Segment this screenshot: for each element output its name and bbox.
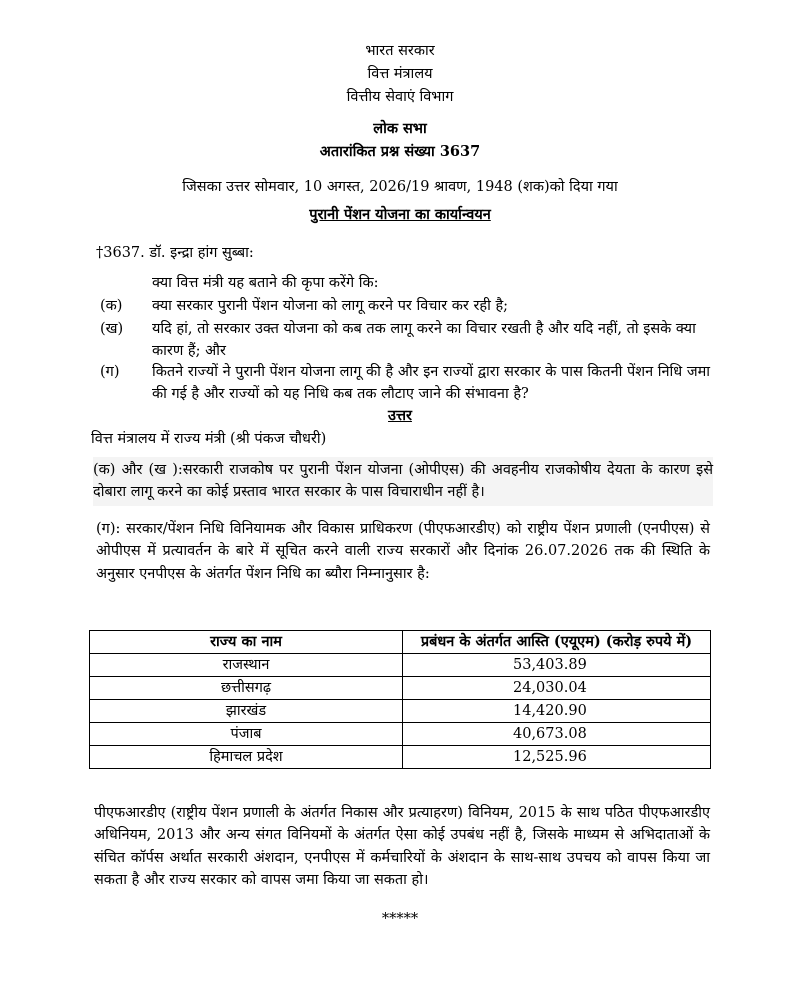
aum-value: 40,673.08: [403, 723, 711, 746]
question-number: अतारांकित प्रश्न संख्या 3637: [319, 143, 481, 160]
house-title: लोक सभा: [373, 120, 427, 137]
table-row: [90, 654, 711, 677]
question-item-text: कितने राज्यों ने पुरानी पेंशन योजना लागू की है और इन राज्यों द्वारा सरकार के पास कितनी पेंशन निधि जमा की गई है और राज्यों को यह निधि कब तक लौटाए जाने की संभावना है?: [152, 364, 711, 403]
question-item: [100, 295, 712, 319]
end-mark: *****: [381, 911, 419, 927]
state-name: हिमाचल प्रदेश: [90, 746, 403, 769]
answer-heading: उत्तर: [388, 407, 412, 424]
question-item-text: यदि हां, तो सरकार उक्त योजना को कब तक लागू करने का विचार रखती है और यदि नहीं, तो इसके क्या कारण हैं; और: [152, 321, 696, 360]
state-name: राजस्थान: [90, 654, 403, 677]
answer-para-c: (ग): सरकार/पेंशन निधि विनियामक और विकास प्राधिकरण (पीएफआरडीए) को राष्ट्रीय पेंशन प्रणाली (एनपीएस) से ओपीएस में प्रत्यावर्तन के बारे में सूचित करने वाली राज्य सरकारों और दिनांक 26.07.2026 तक की स्थिति के अनुसार एनपीएस के अंतर्गत पेंशन निधि का ब्यौरा निम्नानुसार है:: [96, 521, 710, 582]
subject-title: पुरानी पेंशन योजना का कार्यान्वयन: [309, 206, 491, 223]
aum-value: 24,030.04: [403, 677, 711, 700]
ministry-line: वित्त मंत्रालय: [367, 66, 433, 82]
question-asker: †3637. डॉ. इन्द्रा हांग सुब्बा:: [96, 245, 254, 261]
closing-paragraph: पीएफआरडीए (राष्ट्रीय पेंशन प्रणाली के अंतर्गत निकास और प्रत्याहरण) विनियम, 2015 के साथ पठित पीएफआरडीए अधिनियम, 2013 और अन्य संगत विनियमों के अंतर्गत ऐसा कोई उपबंध नहीं है, जिसके माध्यम से अभिदाताओं के संचित कॉर्पस अर्थात सरकारी अंशदान, एनपीएस में कर्मचारियों के अंशदान के साथ-साथ उपचय को वापस किया जा सकता है और राज्य सरकार को वापस जमा किया जा सकता हो।: [94, 805, 710, 889]
answer-date: जिसका उत्तर सोमवार, 10 अगस्त, 2026/19 श्रावण, 1948 (शक)को दिया गया: [182, 179, 618, 195]
question-item-label: (ख): [100, 321, 124, 337]
question-item-label: (क): [100, 298, 123, 314]
question-item-label: (ग): [100, 364, 120, 380]
table-row: [90, 723, 711, 746]
aum-value: 14,420.90: [403, 700, 711, 723]
question-item: [100, 318, 712, 364]
question-intro: क्या वित्त मंत्री यह बताने की कृपा करेंगे कि:: [152, 275, 379, 291]
table-row: [90, 746, 711, 769]
department-line: वित्तीय सेवाएं विभाग: [346, 89, 454, 105]
govt-line: भारत सरकार: [365, 43, 435, 59]
state-name: पंजाब: [90, 723, 403, 746]
answer-para-ab: (क) और (ख ):सरकारी राजकोष पर पुरानी पेंशन योजना (ओपीएस) की अवहनीय राजकोषीय देयता के कारण इसे दोबारा लागू करने का कोई प्रस्ताव भारत सरकार के पास विचाराधीन नहीं है।: [93, 457, 713, 506]
table-row: [90, 700, 711, 723]
minister-line: वित्त मंत्रालय में राज्य मंत्री (श्री पंकज चौधरी): [91, 431, 327, 447]
state-name: झारखंड: [90, 700, 403, 723]
table-row: [90, 677, 711, 700]
column-header-aum: प्रबंधन के अंतर्गत आस्ति (एयूएम) (करोड़ रुपये में): [403, 631, 711, 654]
question-item-text: क्या सरकार पुरानी पेंशन योजना को लागू करने पर विचार कर रही है;: [152, 298, 509, 314]
state-name: छत्तीसगढ़: [90, 677, 403, 700]
pension-fund-table: [89, 630, 711, 769]
aum-value: 53,403.89: [403, 654, 711, 677]
question-item: [100, 361, 712, 407]
column-header-state: राज्य का नाम: [90, 631, 403, 654]
aum-value: 12,525.96: [403, 746, 711, 769]
table-header-row: [90, 631, 711, 654]
